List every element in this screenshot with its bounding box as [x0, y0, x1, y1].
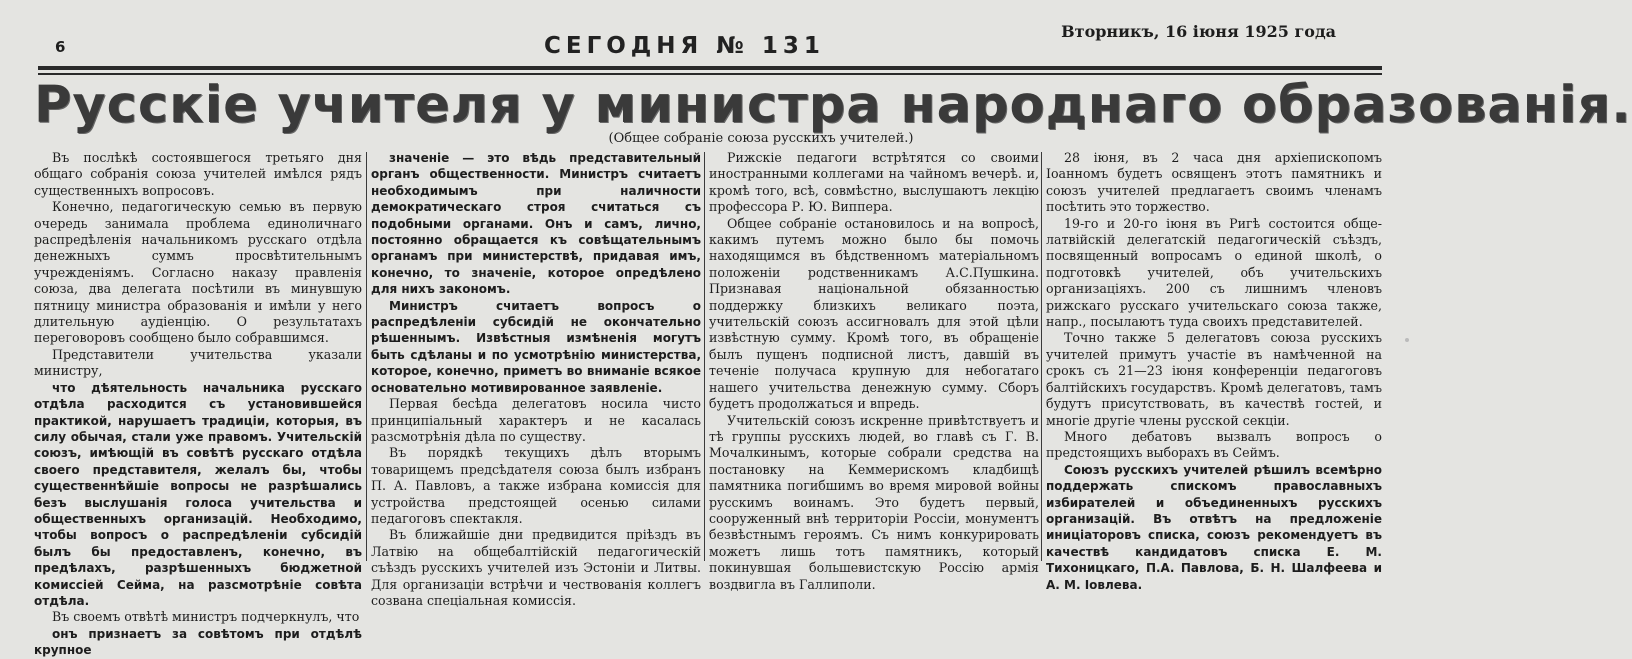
text-column-4	[1046, 150, 1382, 592]
article-paragraph: Рижскіе педагоги встрѣтятся со своими иностранными коллегами на чайномъ вечерѣ. и, кромѣ того, всѣ, совмѣстно, выслушаютъ лекцію профессора Р. Ю. Виппера.	[709, 150, 1039, 215]
article-paragraph: что дѣятельность начальника русскаго отдѣла расходится съ установившейся практикой, нарушаетъ традиціи, которыя, въ силу обычая, стали уже правомъ. Учительскій союзъ, имѣющій въ совѣтѣ русскаго отдѣла своего представителя, желалъ бы, чтобы существеннѣйшіе вопросы не разрѣшались безъ выслушанія голоса учительства и общественныхъ организацій. Необходимо, чтобы вопросъ о распредѣленіи субсидій былъ бы предоставленъ, конечно, въ предѣлахъ, разрѣшенныхъ бюджетной комиссіей Сейма, на разсмотрѣніе совѣта отдѣла.	[34, 380, 362, 608]
article-paragraph: 19-го и 20-го іюня въ Ригѣ состоится обще-латвійскій делегатскій педагогическій съѣздъ, посвященный вопросамъ о единой школѣ, о подготовкѣ учителей, объ учительскихъ организаціяхъ. 200 съ лишнимъ членовъ рижскаго русскаго учительскаго союза также, напр., посылаютъ туда своихъ представителей.	[1046, 215, 1382, 330]
article-paragraph: Въ порядкѣ текущихъ дѣлъ вторымъ товарищемъ предсѣдателя союза былъ избранъ П. А. Павловъ, а также избрана комиссія для устройства предстоящей осенью силами педагоговъ спектакля.	[371, 445, 701, 526]
article-paragraph: Министръ считаетъ вопросъ о распредѣленіи субсидій не окончательно рѣшеннымъ. Извѣстныя измѣненія могутъ быть сдѣланы и по усмотрѣнію министерства, которое, конечно, приметъ во вниманіе всякое основательно мотивированное заявленіе.	[371, 298, 701, 395]
article-paragraph: Въ ближайшіе дни предвидится пріѣздъ въ Латвію на общебалтійскій педагогическій съѣздъ русскихъ учителей изъ Эстоніи и Литвы. Для организаціи встрѣчи и чествованія коллегъ созвана спеціальная комиссія.	[371, 527, 701, 608]
article-paragraph: Первая бесѣда делегатовъ носила чисто принципіальный характеръ и не касалась разсмотрѣнія дѣла по существу.	[371, 396, 701, 444]
article-paragraph: онъ признаетъ за совѣтомъ при отдѣлѣ крупное	[34, 626, 362, 658]
article-paragraph: Представители учительства указали министру,	[34, 346, 362, 379]
article-paragraph: Общее собраніе остановилось и на вопросѣ, какимъ путемъ можно было бы помочь находящимся въ бѣдственномъ матеріальномъ положеніи родственникамъ А.С.Пушкина. Признавая національной обязанностью поддержку близкихъ великаго поэта, учительскій союзъ ассигновалъ для этой цѣли извѣстную сумму. Кромѣ того, въ обращеніе былъ пущенъ подписной листъ, давшій въ теченіе получаса крупную для небогатаго нашего учительства денежную сумму. Сборъ будетъ продолжаться и впредь.	[709, 215, 1039, 412]
article-paragraph: Въ послѣкѣ состоявшегося третьяго дня общаго собранія союза учителей имѣлся рядъ существенныхъ вопросовъ.	[34, 150, 362, 198]
article-paragraph: Много дебатовъ вызвалъ вопросъ о предстоящихъ выборахъ въ Сеймъ.	[1046, 428, 1382, 461]
article-paragraph: Конечно, педагогическую семью въ первую очередь занимала проблема единоличнаго распредѣленія начальникомъ русскаго отдѣла денежныхъ суммъ просвѣтительнымъ учрежденіямъ. Согласно наказу правленія союза, два делегата посѣтили въ минувшую пятницу министра образованія и имѣли у него длительную аудіенцію. О результатахъ переговоровъ сообщено было собравшимся.	[34, 199, 362, 346]
article-headline: Русскіе учителя у министра народнаго образованія.	[34, 76, 1632, 135]
text-column-2	[371, 150, 701, 608]
page-number: 6	[55, 38, 66, 56]
newspaper-masthead: СЕГОДНЯ № 131	[544, 33, 825, 59]
issue-date: Вторникъ, 16 іюня 1925 года	[1061, 22, 1336, 41]
article-paragraph: Учительскій союзъ искренне привѣтствуетъ и тѣ группы русскихъ людей, во главѣ съ Г. В. Мочалкинымъ, которые собрали средства на постановку на Кеммерискомъ кладбищѣ памятника погибшимъ во время мировой войны русскимъ воинамъ. Это будетъ первый, сооруженный внѣ территоріи Россіи, монументъ безвѣстнымъ героямъ. Съ нимъ конкурировать можетъ лишь тотъ памятникъ, который покинувшая большевистскую Россію армія воздвигла въ Галлиполи.	[709, 412, 1039, 592]
text-column-1	[34, 150, 362, 658]
column-divider	[1041, 152, 1042, 561]
article-paragraph: Союзъ русскихъ учителей рѣшилъ всемѣрно поддержать спискомъ православныхъ избирателей и объединенныхъ русскихъ организацій. Въ отвѣтъ на предложеніе иниціаторовъ списка, союзъ рекомендуетъ въ качествѣ кандидатовъ списка Е. М. Тихоницкаго, П.А. Павлова, Б. Н. Шалфеева и А. М. Іовлева.	[1046, 462, 1382, 592]
column-divider	[704, 152, 705, 561]
article-paragraph: Точно также 5 делегатовъ союза русскихъ учителей примутъ участіе въ намѣченной на срокъ съ 21—23 іюня конференціи педагоговъ балтійскихъ государствъ. Кромѣ делегатовъ, тамъ будутъ присутствовать, въ качествѣ гостей, и многіе другіе члены русской секціи.	[1046, 330, 1382, 428]
column-divider	[366, 152, 367, 561]
header-rule	[38, 66, 1382, 70]
paper-speck	[1405, 338, 1409, 342]
article-paragraph: Въ своемъ отвѣтѣ министръ подчеркнулъ, что	[52, 609, 360, 625]
article-paragraph: значеніе — это вѣдь представительный органъ общественности. Министръ считаетъ необходимымъ при наличности демократическаго строя считаться съ подобными органами. Онъ и самъ, лично, постоянно обращается къ совѣщательнымъ органамъ при министерствѣ, придавая имъ, конечно, то значеніе, которое опредѣлено для нихъ закономъ.	[371, 151, 701, 297]
article-subtitle: (Общее собраніе союза русскихъ учителей.)	[608, 131, 914, 146]
text-column-3	[709, 150, 1039, 592]
article-paragraph: 28 іюня, въ 2 часа дня архіепископомъ Іоанномъ будетъ освященъ этотъ памятникъ и союзъ учителей предлагаетъ своимъ членамъ посѣтить это торжество.	[1046, 150, 1382, 215]
